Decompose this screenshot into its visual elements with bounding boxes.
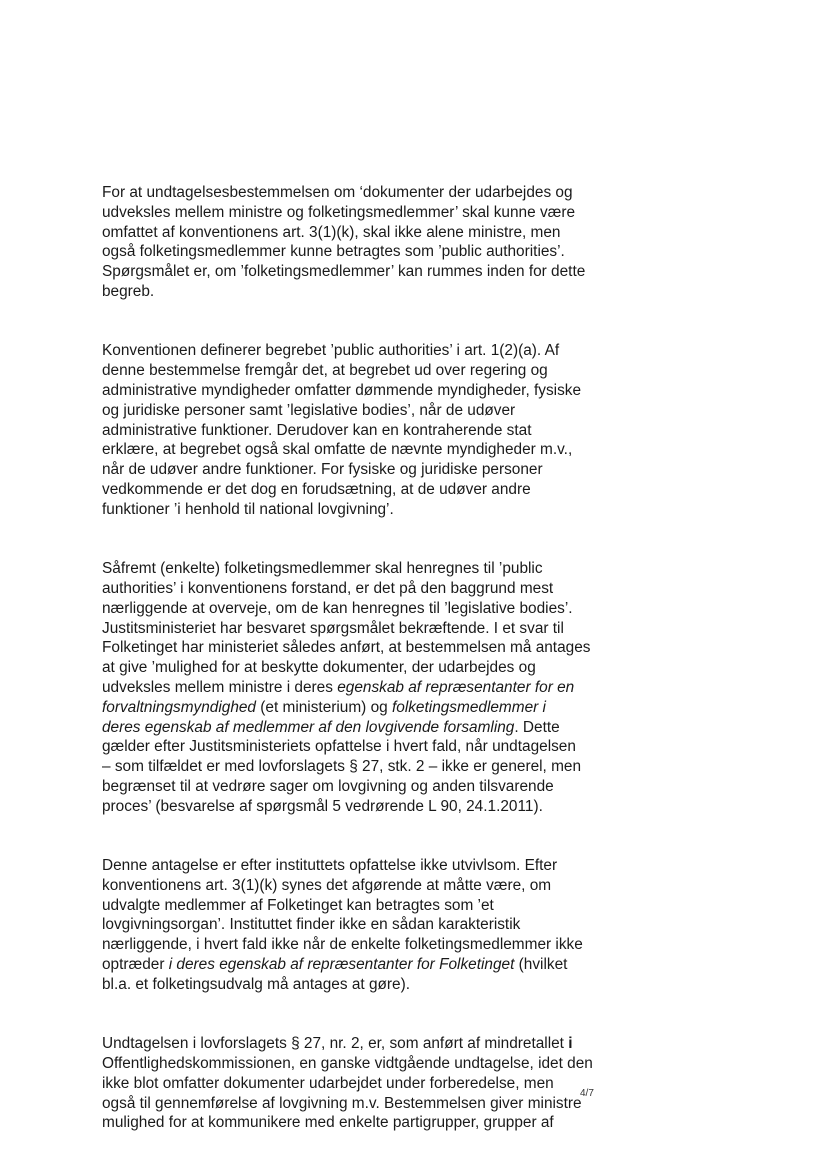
text-run: – som tilfældet er med lovforslagets § 27, stk. 2 – ikke er generel, men (102, 758, 582, 776)
italic-text: deres egenskab af medlemmer af den lovgivende forsamling (102, 718, 515, 736)
text-run: udveksles mellem ministre og folketingsmedlemmer’ skal kunne være (102, 203, 576, 221)
text-line (102, 183, 622, 203)
text-line (102, 1074, 622, 1094)
text-line (102, 638, 622, 658)
text-run: også folketingsmedlemmer kunne betragtes som ’public authorities’. (102, 243, 565, 261)
text-line (102, 599, 622, 619)
text-run: Offentlighedskommissionen, en ganske vidtgående undtagelse, idet den (102, 1055, 593, 1073)
text-run: administrative funktioner. Derudover kan en kontraherende stat (102, 421, 532, 439)
text-run: bl.a. et folketingsudvalg må antages at gøre). (102, 975, 410, 993)
text-run: (et ministerium) og (256, 698, 392, 716)
paragraph (102, 856, 622, 995)
text-line (102, 856, 622, 876)
text-run: Justitsministeriet har besvaret spørgsmålet bekræftende. I et svar til (102, 619, 564, 637)
text-line (102, 341, 622, 361)
text-line (102, 915, 622, 935)
text-line (102, 242, 622, 262)
text-line (102, 282, 622, 302)
text-run: proces’ (besvarelse af spørgsmål 5 vedrørende L 90, 24.1.2011). (102, 797, 543, 815)
text-line (102, 460, 622, 480)
text-run: konventionens art. 3(1)(k) synes det afgørende at måtte være, om (102, 876, 552, 894)
text-run: omfattet af konventionens art. 3(1)(k), skal ikke alene ministre, men (102, 223, 561, 241)
text-run: nærliggende at overveje, om de kan henregnes til ’legislative bodies’. (102, 599, 573, 617)
text-line (102, 1094, 622, 1114)
text-run: Folketinget har ministeriet således anført, at bestemmelsen må antages (102, 639, 591, 657)
text-line (102, 935, 622, 955)
text-line (102, 500, 622, 520)
text-run: denne bestemmelse fremgår det, at begrebet ud over regering og (102, 362, 548, 380)
paragraph (102, 341, 622, 519)
text-run: (hvilket (514, 956, 568, 974)
text-run: når de udøver andre funktioner. For fysiske og juridiske personer (102, 461, 543, 479)
text-run: ikke blot omfatter dokumenter udarbejdet under forberedelse, men (102, 1074, 554, 1092)
text-run: mulighed for at kommunikere med enkelte partigrupper, grupper af (102, 1114, 554, 1132)
text-run: Spørgsmålet er, om ’folketingsmedlemmer’ kan rummes inden for dette (102, 263, 586, 281)
italic-text: i deres egenskab af repræsentanter for Folketinget (168, 956, 515, 974)
text-line (102, 1113, 622, 1133)
text-line (102, 777, 622, 797)
text-run: gælder efter Justitsministeriets opfattelse i hvert fald, når undtagelsen (102, 738, 576, 756)
text-run: administrative myndigheder omfatter dømmende myndigheder, fysiske (102, 381, 582, 399)
text-run: Denne antagelse er efter instituttets opfattelse ikke utvivlsom. Efter (102, 857, 558, 875)
text-line (102, 718, 622, 738)
text-run: udveksles mellem ministre i deres (102, 678, 338, 696)
text-line (102, 381, 622, 401)
text-line (102, 955, 622, 975)
text-line (102, 619, 622, 639)
text-line (102, 440, 622, 460)
text-line (102, 203, 622, 223)
text-run: For at undtagelsesbestemmelsen om ‘dokumenter der udarbejdes og (102, 184, 573, 201)
text-run: begreb. (102, 282, 155, 300)
text-line (102, 975, 622, 995)
text-run: og juridiske personer samt ’legislative bodies’, når de udøver (102, 401, 516, 419)
bold-text: i (568, 1035, 573, 1053)
paragraph (102, 183, 622, 302)
text-run: erklære, at begrebet også skal omfatte de nævnte myndigheder m.v., (102, 441, 573, 459)
paragraph (102, 559, 622, 816)
text-line (102, 262, 622, 282)
document-body (102, 183, 622, 1133)
text-line (102, 876, 622, 896)
text-run: Såfremt (enkelte) folketingsmedlemmer skal henregnes til ’public (102, 560, 543, 578)
text-line (102, 559, 622, 579)
text-run: Konventionen definerer begrebet ’public authorities’ i art. 1(2)(a). Af (102, 342, 560, 360)
text-run: lovgivningsorgan’. Instituttet finder ikke en sådan karakteristik (102, 916, 521, 934)
text-line (102, 1034, 622, 1054)
text-run: vedkommende er det dog en forudsætning, at de udøver andre (102, 480, 531, 498)
text-run: nærliggende, i hvert fald ikke når de enkelte folketingsmedlemmer ikke (102, 936, 583, 954)
text-line (102, 797, 622, 817)
text-run: at give ’mulighed for at beskytte dokumenter, der udarbejdes og (102, 659, 536, 677)
italic-text: egenskab af repræsentanter for en (337, 678, 575, 696)
text-line (102, 579, 622, 599)
text-line (102, 678, 622, 698)
text-line (102, 896, 622, 916)
text-run: funktioner ’i henhold til national lovgivning’. (102, 500, 394, 518)
paragraph-gap (102, 520, 622, 560)
page-number: 4/7 (580, 1088, 594, 1099)
text-line (102, 480, 622, 500)
text-run: udvalgte medlemmer af Folketinget kan betragtes som ’et (102, 896, 494, 914)
text-line (102, 698, 622, 718)
text-run: optræder (102, 956, 169, 974)
paragraph-gap (102, 817, 622, 857)
text-line (102, 421, 622, 441)
paragraph-gap (102, 302, 622, 342)
text-line (102, 757, 622, 777)
text-run: begrænset til at vedrøre sager om lovgivning og anden tilsvarende (102, 777, 554, 795)
text-line (102, 658, 622, 678)
italic-text: forvaltningsmyndighed (102, 698, 256, 716)
text-line (102, 1054, 622, 1074)
text-line (102, 737, 622, 757)
text-line (102, 223, 622, 243)
text-run: Undtagelsen i lovforslagets § 27, nr. 2, er, som anført af mindretallet (102, 1035, 569, 1053)
text-run: også til gennemførelse af lovgivning m.v. Bestemmelsen giver ministre (102, 1094, 582, 1112)
paragraph (102, 1034, 622, 1133)
paragraph-gap (102, 995, 622, 1035)
text-run: . Dette (514, 718, 560, 736)
text-line (102, 401, 622, 421)
text-line (102, 361, 622, 381)
italic-text: folketingsmedlemmer i (391, 698, 546, 716)
text-run: authorities’ i konventionens forstand, er det på den baggrund mest (102, 579, 554, 597)
